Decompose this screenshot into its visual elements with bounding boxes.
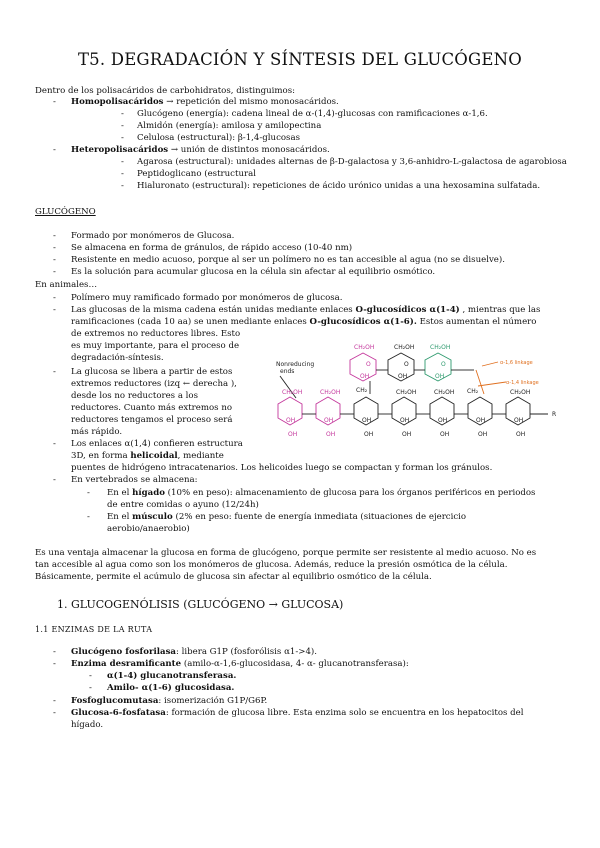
bullet-dash: - [53, 97, 56, 107]
text-run: 3D, en forma [71, 451, 131, 461]
bullet-dash: - [53, 647, 56, 657]
hetero-sub-item: Peptidoglicano (estructural [137, 169, 256, 179]
text-run: , mientras que las [459, 305, 541, 315]
animales-item-cont [71, 317, 536, 327]
o-label: O [404, 361, 409, 368]
oh-label: OH [476, 417, 486, 424]
animales-item: En vertebrados se almacena: [71, 475, 198, 485]
bold-run: Glucógeno fosforilasa [71, 647, 176, 657]
glucogeno-item: Resistente en medio acuoso, porque al ser un polímero no es tan accesible al agua (no se disuelve). [71, 255, 505, 265]
bullet-dash: - [53, 267, 56, 277]
enzyme-item [71, 696, 267, 706]
bold-run: O-glucosídicos α(1-4) [355, 305, 460, 315]
hetero-label: Heteropolisacáridos [71, 145, 169, 155]
oh-label: OH [438, 417, 448, 424]
bullet-dash: - [53, 145, 56, 155]
bold-run: O-glucosídicos α(1-6). [309, 317, 417, 327]
bullet-dash: - [53, 475, 56, 485]
bullet-dash: - [87, 488, 90, 498]
homo-sub-item: Celulosa (estructural): β-1,4-glucosas [137, 133, 300, 143]
bullet-dash: - [53, 659, 56, 669]
homo-sub-item: Glucógeno (energía): cadena lineal de α-(1,4)-glucosas con ramificaciones α-1,6. [137, 109, 488, 119]
animales-item-cont [71, 451, 224, 461]
bullet-dash: - [53, 305, 56, 315]
musculo-item-cont: aerobio/anaerobio) [107, 524, 190, 534]
bold-run: Enzima desramificante [71, 659, 182, 669]
text-run: (2% en peso: fuente de energía inmediata (situaciones de ejercicio [172, 512, 467, 522]
text-run: ramificaciones (cada 10 aa) se unen mediante enlaces [71, 317, 310, 327]
bold-run: músculo [132, 512, 173, 522]
oh-label: OH [435, 373, 445, 380]
alpha-1-4-arrow [478, 382, 506, 386]
animales-item-cont: es muy importante, para el proceso de [71, 341, 240, 351]
enzyme-item [71, 708, 524, 718]
animales-item: Polímero muy ramificado formado por monómeros de glucosa. [71, 293, 343, 303]
oh-label: OH [398, 373, 408, 380]
hetero-item [71, 145, 330, 155]
bullet-dash: - [53, 255, 56, 265]
alpha-1-4-label: α-1,4 linkage [506, 380, 539, 386]
bold-run: Glucosa-6-fosfatasa [71, 708, 166, 718]
ch2-label: CH₂ [356, 387, 368, 394]
higado-item-cont: de entre comidas o ayuno (12/24h) [107, 500, 259, 510]
bullet-dash: - [53, 367, 56, 377]
oh-label: OH [360, 373, 370, 380]
bullet-dash: - [53, 439, 56, 449]
bullet-dash: - [53, 231, 56, 241]
glucogeno-item: Formado por monómeros de Glucosa. [71, 231, 235, 241]
hetero-rest: → unión de distintos monosacáridos. [168, 145, 330, 155]
animales-item-cont: reductores tengamos el proceso será [71, 415, 233, 425]
text-run: : isomerización G1P/G6P. [158, 696, 268, 706]
enzyme-item-cont: hígado. [71, 720, 104, 730]
bullet-dash: - [53, 293, 56, 303]
section-heading-1-1: 1.1 ENZIMAS DE LA RUTA [35, 625, 153, 634]
enzyme-item [71, 659, 409, 669]
animales-item-cont: de extremos no reductores libres. Esto [71, 329, 241, 339]
alpha-1-6-label: α-1,6 linkage [500, 360, 533, 366]
oh-label: OH [514, 417, 524, 424]
text-run: , mediante [177, 451, 224, 461]
bullet-dash: - [121, 169, 124, 179]
oh-label: OH [364, 431, 374, 438]
glucogeno-heading: GLUCÓGENO [35, 207, 96, 217]
animales-item-cont: más rápido. [71, 427, 123, 437]
ch2-label: CH₂ [467, 388, 479, 395]
animales-item-cont: extremos reductores (izq ← derecha ), [71, 379, 237, 389]
animales-item-cont: desde los no reductores a los [71, 391, 199, 401]
bold-run: Fosfoglucomutasa [71, 696, 159, 706]
bullet-dash: - [121, 133, 124, 143]
r-label: R [552, 411, 557, 418]
ch2oh-label: CH₂OH [430, 344, 451, 351]
text-run: (amilo-α-1,6-glucosidasa, 4- α- glucanotransferasa): [181, 659, 409, 669]
oh-label: OH [478, 431, 488, 438]
text-run: (10% en peso): almacenamiento de glucosa para los órganos periféricos en periodos [164, 488, 536, 498]
text-run: En el [107, 512, 133, 522]
hetero-sub-item: Agarosa (estructural): unidades alternas de β-D-galactosa y 3,6-anhidro-L-galactosa de agarobiosa [137, 157, 567, 167]
animales-text: En animales… [35, 280, 98, 290]
bold-run: hígado [132, 488, 165, 498]
ch2oh-label: CH₂OH [434, 389, 455, 396]
enzyme-sub-item [107, 671, 236, 681]
oh-label: OH [286, 417, 296, 424]
bullet-dash: - [53, 243, 56, 253]
oh-label: OH [288, 431, 298, 438]
ch2oh-label: CH₂OH [510, 389, 531, 396]
animales-item: La glucosa se libera a partir de estos [71, 367, 233, 377]
musculo-item [107, 512, 466, 522]
higado-item [107, 488, 535, 498]
page-title: T5. DEGRADACIÓN Y SÍNTESIS DEL GLUCÓGENO [77, 50, 523, 69]
bullet-dash: - [53, 708, 56, 718]
enzyme-sub-item [107, 683, 234, 693]
hetero-sub-item: Hialuronato (estructural): repeticiones de ácido urónico unidas a una hexosamina sulfatada. [137, 181, 541, 191]
bullet-dash: - [89, 671, 92, 681]
section-heading-1: 1. GLUCOGENÓLISIS (GLUCÓGENO → GLUCOSA) [57, 598, 344, 611]
homo-sub-item: Almidón (energía): amilosa y amilopectina [137, 121, 322, 131]
bullet-dash: - [121, 109, 124, 119]
text-run: En el [107, 488, 133, 498]
ch2oh-label: CH₂OH [282, 389, 303, 396]
bold-run: helicoidal [130, 451, 178, 461]
ch2oh-label: CH₂OH [354, 344, 375, 351]
animales-item-cont: degradación-síntesis. [71, 353, 164, 363]
text-run: Las glucosas de la misma cadena están unidas mediante enlaces [71, 305, 356, 315]
o-label: O [441, 361, 446, 368]
bullet-dash: - [89, 683, 92, 693]
ventaja-text: tan accesible al agua como son los monómeros de glucosa. Además, reduce la presión osmótica de la célula. [35, 560, 508, 570]
oh-label: OH [402, 431, 412, 438]
homo-item [71, 97, 339, 107]
homo-rest: → repetición del mismo monosacáridos. [163, 97, 339, 107]
oh-label: OH [362, 417, 372, 424]
glucogeno-item: Es la solución para acumular glucosa en la célula sin afectar al equilibrio osmótico. [71, 267, 436, 277]
oh-label: OH [326, 431, 336, 438]
animales-item-cont: reductores. Cuanto más extremos no [71, 403, 233, 413]
animales-item [71, 305, 540, 315]
ventaja-text: Es una ventaja almacenar la glucosa en forma de glucógeno, porque permite ser resistente al medio acuoso. No es [35, 548, 537, 558]
animales-item-cont: puentes de hidrógeno intracatenarios. Los helicoides luego se compactan y forman los gránulos. [71, 463, 493, 473]
text-run: Estos aumentan el número [416, 317, 537, 327]
intro-text: Dentro de los polisacáridos de carbohidratos, distinguimos: [35, 86, 296, 96]
bold-run: Amilo- α(1-6) glucosidasa. [107, 683, 235, 693]
oh-label: OH [324, 417, 334, 424]
ventaja-text: Básicamente, permite el acúmulo de glucosa sin afectar al equilibrio osmótico de la célula. [35, 572, 432, 582]
o-label: O [366, 361, 371, 368]
bold-run: α(1-4) glucanotransferasa. [107, 671, 237, 681]
oh-label: OH [400, 417, 410, 424]
alpha-1-6-arrow [482, 362, 498, 366]
enzyme-item [71, 647, 317, 657]
ch2oh-label: CH₂OH [394, 344, 415, 351]
animales-item: Los enlaces α(1,4) confieren estructura [71, 439, 243, 449]
bullet-dash: - [121, 121, 124, 131]
nonreducing-label: Nonreducing [276, 361, 315, 368]
ch2oh-label: CH₂OH [396, 389, 417, 396]
bullet-dash: - [121, 181, 124, 191]
bullet-dash: - [53, 696, 56, 706]
oh-label: OH [516, 431, 526, 438]
text-run: : formación de glucosa libre. Esta enzima solo se encuentra en los hepatocitos del [165, 708, 524, 718]
glucogeno-item: Se almacena en forma de gránulos, de rápido acceso (10-40 nm) [71, 243, 353, 253]
ends-label: ends [280, 368, 295, 375]
bullet-dash: - [87, 512, 90, 522]
text-run: : libera G1P (fosforólisis α1->4). [176, 647, 317, 657]
bullet-dash: - [121, 157, 124, 167]
glycogen-structure-figure [270, 336, 570, 442]
oh-label: OH [440, 431, 450, 438]
ch2oh-label: CH₂OH [320, 389, 341, 396]
homo-label: Homopolisacáridos [71, 97, 164, 107]
